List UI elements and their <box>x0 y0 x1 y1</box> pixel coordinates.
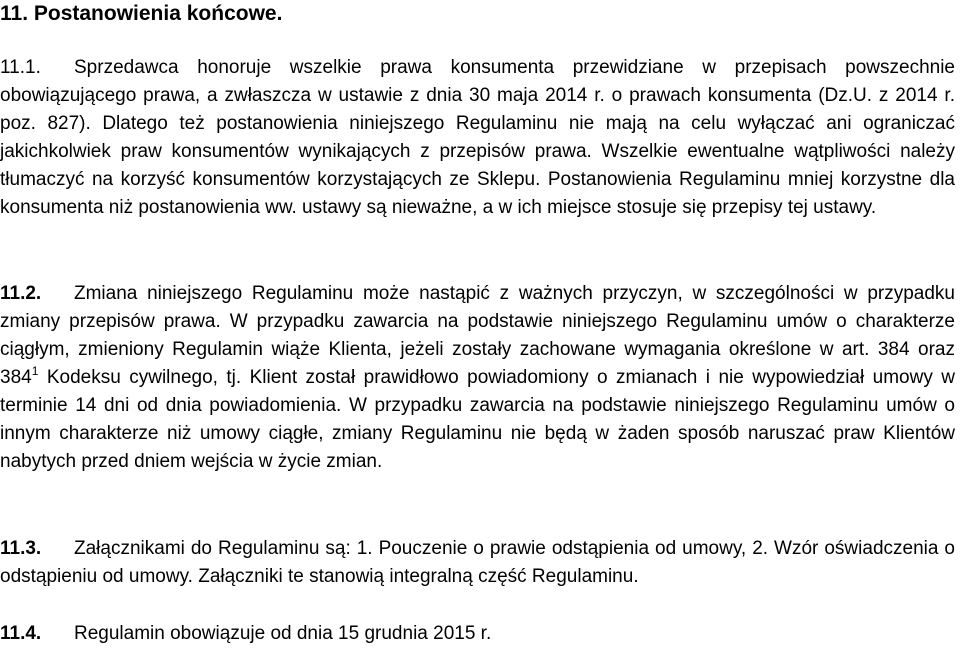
paragraph-number: 11.2. <box>0 283 42 304</box>
superscript-marker: 1 <box>31 364 39 378</box>
paragraph-number: 11.3. <box>0 538 42 559</box>
paragraph-text: Regulamin obowiązuje od dnia 15 grudnia 2015 r. <box>74 623 492 644</box>
paragraph-11-3 <box>0 535 955 591</box>
paragraph-text-after-superscript: Kodeksu cywilnego, tj. Klient został prawidłowo powiadomiony o zmianach i nie wypowiedział umowy w terminie 14 dni od dnia powiadomienia. W przypadku zawarcia na podstawie niniejszego Regulaminu umów o innym charakterze niż umowy ciągłe, zmiany Regulaminu nie będą w żaden sposób naruszać praw Klientów nabytych przed dniem wejścia w życie zmian. <box>0 367 955 472</box>
paragraph-11-2 <box>0 280 955 476</box>
section-title: 11. Postanowienia końcowe. <box>0 2 283 25</box>
paragraph-number: 11.1. <box>0 57 41 78</box>
paragraph-text: Załącznikami do Regulaminu są: 1. Pouczenie o prawie odstąpienia od umowy, 2. Wzór oświadczenia o odstąpieniu od umowy. Załączniki te stanowią integralną część Regulaminu. <box>0 538 955 587</box>
paragraph-11-4 <box>0 620 955 648</box>
paragraph-text: Sprzedawca honoruje wszelkie prawa konsumenta przewidziane w przepisach powszechnie obowiązującego prawa, a zwłaszcza w ustawie z dnia 30 maja 2014 r. o prawach konsumenta (Dz.U. z 2014 r. poz. 827). Dlatego też postanowienia niniejszego Regulaminu nie mają na celu wyłączać ani ograniczać jakichkolwiek praw konsumentów wynikających z przepisów prawa. Wszelkie ewentualne wątpliwości należy tłumaczyć na korzyść konsumentów korzystających ze Sklepu. Postanowienia Regulaminu mniej korzystne dla konsumenta niż postanowienia ww. ustawy są nieważne, a w ich miejsce stosuje się przepisy tej ustawy. <box>0 57 955 218</box>
paragraph-number: 11.4. <box>0 623 42 644</box>
paragraph-11-1 <box>0 54 955 222</box>
paragraph-text-before-superscript: Zmiana niniejszego Regulaminu może nastąpić z ważnych przyczyn, w szczególności w przypadku zmiany przepisów prawa. W przypadku zawarcia na podstawie niniejszego Regulaminu umów o charakterze ciągłym, zmieniony Regulamin wiąże Klienta, jeżeli zostały zachowane wymagania określone w art. 384 oraz 384 <box>0 283 955 388</box>
